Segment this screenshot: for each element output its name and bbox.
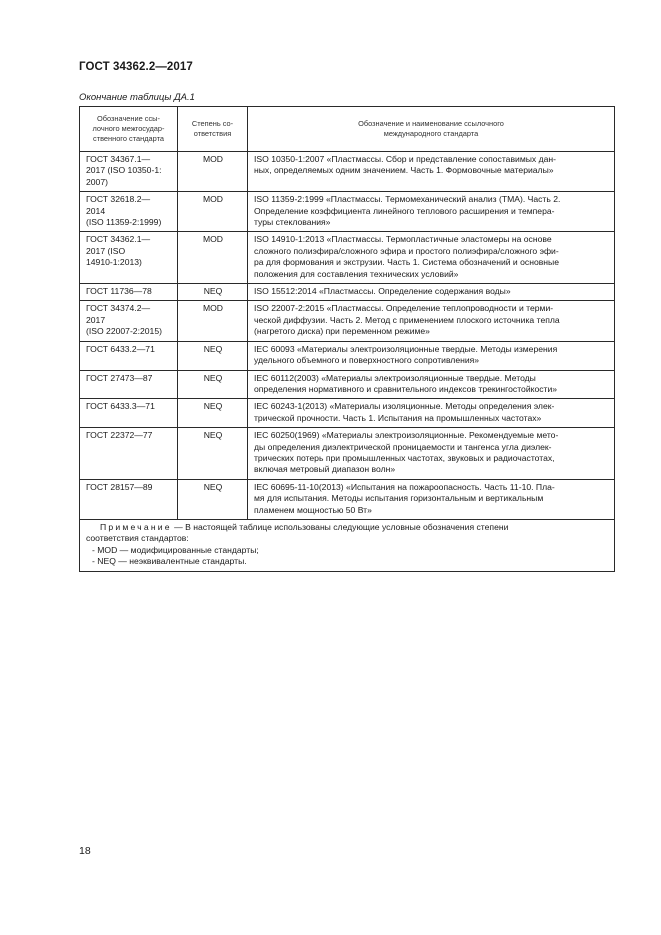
table-note-row	[80, 519, 615, 571]
degree-cell: MOD	[178, 232, 248, 284]
header-national-standard: Обозначение ссы- лочного межгосудар- ственного стандарта	[80, 107, 178, 152]
national-standard-cell: ГОСТ 34374.2— 2017 (ISO 22007-2:2015)	[80, 301, 178, 341]
degree-cell: MOD	[178, 301, 248, 341]
table-caption: Окончание таблицы ДА.1	[79, 92, 195, 103]
table-row	[80, 479, 615, 519]
national-standard-cell: ГОСТ 6433.3—71	[80, 399, 178, 428]
international-standard-cell: IEC 60093 «Материалы электроизоляционные твердые. Методы измерения удельного объемного и поверхностного сопротивления»	[248, 341, 615, 370]
table-header-row	[80, 107, 615, 152]
national-standard-cell: ГОСТ 6433.2—71	[80, 341, 178, 370]
degree-cell: MOD	[178, 152, 248, 192]
national-standard-cell: ГОСТ 11736—78	[80, 284, 178, 301]
degree-cell: NEQ	[178, 341, 248, 370]
degree-cell: NEQ	[178, 284, 248, 301]
table-note	[80, 519, 615, 571]
table-row	[80, 341, 615, 370]
international-standard-cell: IEC 60112(2003) «Материалы электроизоляционные твердые. Методы определения нормативного и сравнительного индексов трекингостойкости»	[248, 370, 615, 399]
international-standard-cell: ISO 11359-2:1999 «Пластмассы. Термомеханический анализ (ТМА). Часть 2. Определение коэффициента линейного теплового расширения и темпера- туры стеклования»	[248, 192, 615, 232]
international-standard-cell: ISO 22007-2:2015 «Пластмассы. Определение теплопроводности и терми- ческой диффузии. Часть 2. Метод с применением плоского источника тепла (нагретого диска) при переменном режиме»	[248, 301, 615, 341]
international-standard-cell: ISO 14910-1:2013 «Пластмассы. Термопластичные эластомеры на основе сложного полиэфира/сложного эфира и простого полиэфира/сложного эфи- ра для формования и экструзии. Часть 1. Система обозначений и основные положения для составления технических условий»	[248, 232, 615, 284]
international-standard-cell: ISO 10350-1:2007 «Пластмассы. Сбор и представление сопоставимых дан- ных, определяемых одним значением. Часть 1. Формовочные материалы»	[248, 152, 615, 192]
table-row	[80, 370, 615, 399]
header-international-standard: Обозначение и наименование ссылочного международного стандарта	[248, 107, 615, 152]
national-standard-cell: ГОСТ 27473—87	[80, 370, 178, 399]
table-row	[80, 232, 615, 284]
header-degree: Степень со- ответствия	[178, 107, 248, 152]
international-standard-cell: IEC 60243-1(2013) «Материалы изоляционные. Методы определения элек- трической прочности. Часть 1. Испытания на промышленных частотах»	[248, 399, 615, 428]
degree-cell: NEQ	[178, 428, 248, 480]
degree-cell: NEQ	[178, 399, 248, 428]
table-row	[80, 428, 615, 480]
degree-cell: NEQ	[178, 370, 248, 399]
international-standard-cell: IEC 60695-11-10(2013) «Испытания на пожароопасность. Часть 11-10. Пла- мя для испытания. Методы испытания горизонтальным и вертикальным пламенем мощностью 50 Вт»	[248, 479, 615, 519]
note-item: - MOD — модифицированные стандарты;	[92, 544, 259, 555]
table-row	[80, 301, 615, 341]
national-standard-cell: ГОСТ 28157—89	[80, 479, 178, 519]
table-row	[80, 399, 615, 428]
national-standard-cell: ГОСТ 32618.2— 2014 (ISO 11359-2:1999)	[80, 192, 178, 232]
international-standard-cell: IEC 60250(1969) «Материалы электроизоляционные. Рекомендуемые мето- ды определения диэлектрической проницаемости и тангенса угла диэлек- трических потерь при промышленных частотах, звуковых и радиочастотах, включая метровый диапазон волн»	[248, 428, 615, 480]
national-standard-cell: ГОСТ 34367.1— 2017 (ISO 10350-1: 2007)	[80, 152, 178, 192]
degree-cell: MOD	[178, 192, 248, 232]
table-row	[80, 284, 615, 301]
table-row	[80, 152, 615, 192]
national-standard-cell: ГОСТ 22372—77	[80, 428, 178, 480]
table-row	[80, 192, 615, 232]
note-second-line: соответствия стандартов:	[86, 533, 189, 544]
note-label: Примечание	[100, 521, 172, 532]
degree-cell: NEQ	[178, 479, 248, 519]
reference-standards-table	[79, 106, 615, 572]
page-number: 18	[79, 845, 91, 857]
national-standard-cell: ГОСТ 34362.1— 2017 (ISO 14910-1:2013)	[80, 232, 178, 284]
note-item: - NEQ — неэквивалентные стандарты.	[92, 556, 247, 567]
document-code: ГОСТ 34362.2—2017	[79, 61, 193, 73]
international-standard-cell: ISO 15512:2014 «Пластмассы. Определение содержания воды»	[248, 284, 615, 301]
note-first-line: — В настоящей таблице использованы следующие условные обозначения степени	[171, 521, 509, 532]
